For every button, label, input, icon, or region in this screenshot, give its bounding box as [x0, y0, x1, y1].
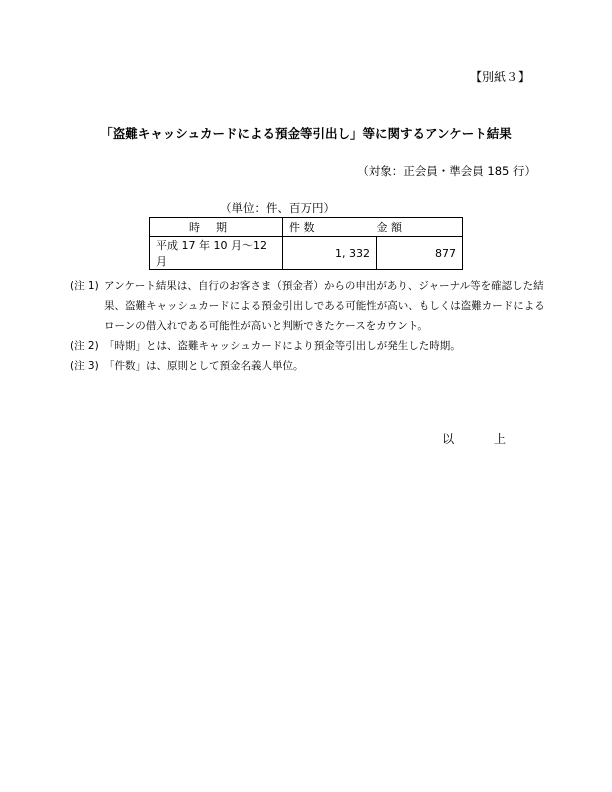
- results-table: [149, 217, 463, 270]
- note-mark: (注 3): [70, 360, 99, 372]
- notes-section: [70, 276, 545, 376]
- note-item: [70, 356, 545, 376]
- table-header-row: [150, 218, 463, 237]
- header-count-amount: [283, 218, 463, 237]
- note-text: 「件数」は、原則として預金名義人単位。: [104, 360, 304, 372]
- document-title: 「盗難キャッシュカードによる預金等引出し」等に関するアンケート結果: [100, 126, 512, 141]
- note-item: [70, 276, 545, 336]
- note-mark: (注 1): [70, 280, 99, 292]
- header-amount: 金 額: [376, 221, 402, 234]
- cell-period: 平成 17 年 10 月～12 月: [150, 237, 283, 270]
- note-text: 「時期」とは、盗難キャッシュカードにより預金等引出しが発生した時期。: [104, 340, 461, 352]
- header-count: 件 数: [289, 221, 315, 234]
- note-text: アンケート結果は、自行のお客さま（預金者）からの申出があり、ジャーナル等を確認した結果、盗難キャッシュカードによる預金引出しである可能性が高い、もしくは盗難カードによるローンの借入れである可能性が高いと判断できたケースをカウント。: [104, 280, 545, 332]
- note-mark: (注 2): [70, 340, 99, 352]
- cell-amount: 877: [377, 237, 463, 270]
- table-unit: （単位：件、百万円）: [220, 201, 335, 215]
- header-period: 時期: [150, 218, 283, 237]
- survey-scope: （対象：正会員・準会員 185 行）: [357, 164, 536, 178]
- cell-count: 1, 332: [283, 237, 377, 270]
- attachment-label: 【別紙３】: [469, 70, 530, 84]
- closing-remark: 以 上: [442, 432, 524, 446]
- note-item: [70, 336, 545, 356]
- table-row: [150, 237, 463, 270]
